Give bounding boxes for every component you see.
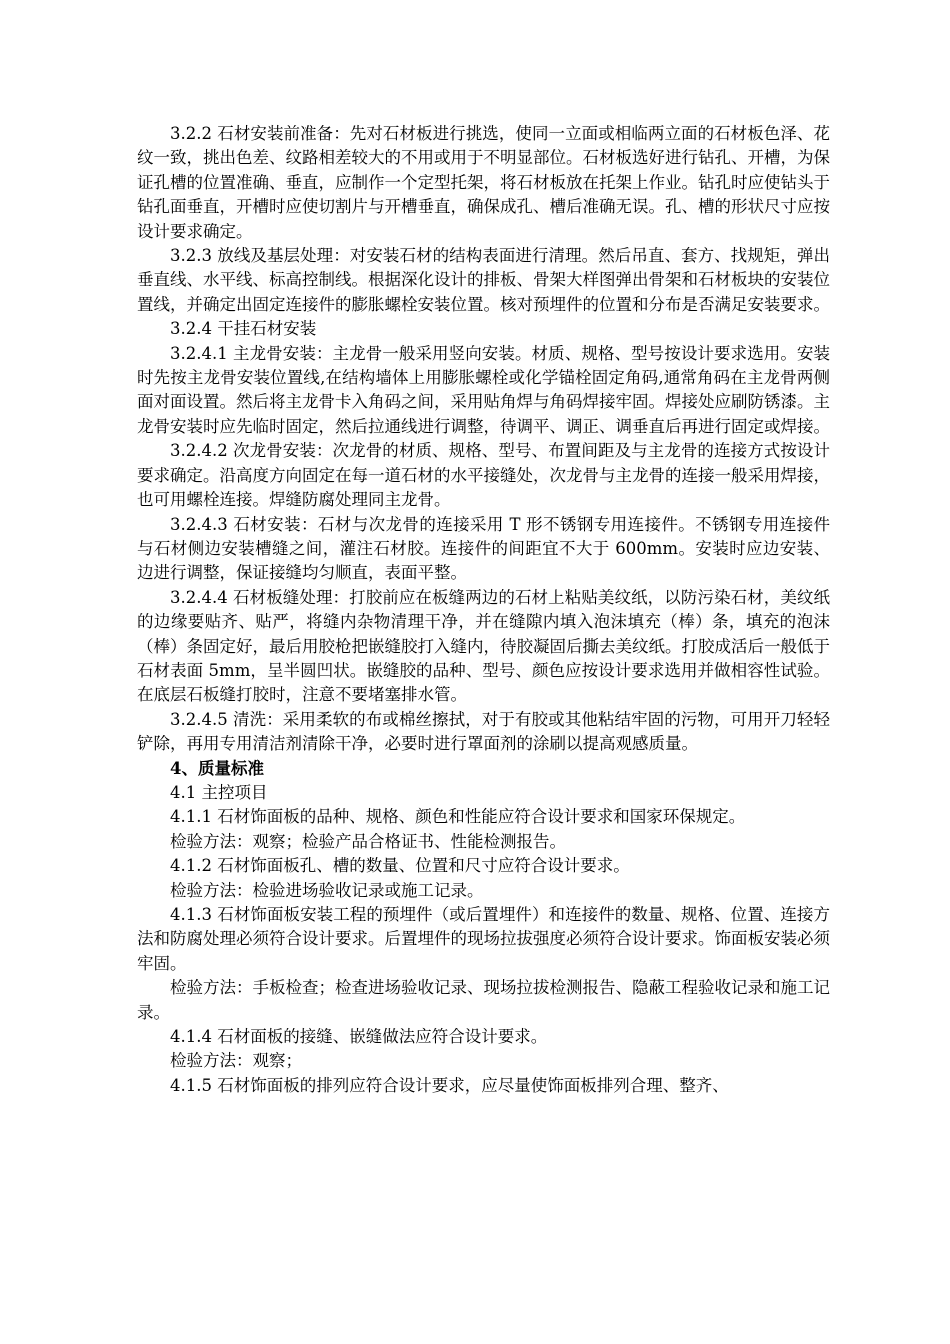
paragraph-3-2-4: 3.2.4 干挂石材安装 <box>170 319 317 339</box>
paragraph-4-1-2-method: 检验方法：检验进场验收记录或施工记录。 <box>170 880 484 900</box>
paragraph-3-2-2: 3.2.2 石材安装前准备：先对石材板进行挑选，使同一立面或相临两立面的石材板色泽、花纹一致，挑出色差、纹路相差较大的不用或用于不明显部位。石材板选好进行钻孔、开槽，为保证孔槽的位置准确、垂直，应制作一个定型托架，将石材板放在托架上作业。钻孔时应使钻头于钻孔面垂直，开槽时应使切割片与开槽垂直，确保成孔、槽后准确无误。孔、槽的形状尺寸应按设计要求确定。 <box>137 124 830 241</box>
paragraph-4-1-4-method: 检验方法：观察； <box>170 1051 302 1071</box>
paragraph-4-1-3-method: 检验方法：手板检查；检查进场验收记录、现场拉拔检测报告、隐蔽工程验收记录和施工记录。 <box>137 978 830 1022</box>
paragraph-3-2-4-1: 3.2.4.1 主龙骨安装：主龙骨一般采用竖向安装。材质、规格、型号按设计要求选用。安装时先按主龙骨安装位置线,在结构墙体上用膨胀螺栓或化学锚栓固定角码,通常角码在主龙骨两侧面对面设置。然后将主龙骨卡入角码之间，采用贴角焊与角码焊接牢固。焊接处应刷防锈漆。主龙骨安装时应先临时固定，然后拉通线进行调整，待调平、调正、调垂直后再进行固定或焊接。 <box>137 343 830 436</box>
paragraph-4-1-2: 4.1.2 石材饰面板孔、槽的数量、位置和尺寸应符合设计要求。 <box>170 856 630 876</box>
paragraph-4-1-4: 4.1.4 石材面板的接缝、嵌缝做法应符合设计要求。 <box>170 1027 548 1047</box>
paragraph-4-1-1-method: 检验方法：观察；检验产品合格证书、性能检测报告。 <box>170 831 566 851</box>
document-page <box>137 122 830 1098</box>
paragraph-3-2-4-4: 3.2.4.4 石材板缝处理：打胶前应在板缝两边的石材上粘贴美纹纸，以防污染石材，美纹纸的边缘要贴齐、贴严，将缝内杂物清理干净，并在缝隙内填入泡沫填充（棒）条，填充的泡沫（棒）条固定好，最后用胶枪把嵌缝胶打入缝内，待胶凝固后撕去美纹纸。打胶成活后一般低于石材表面 5mm，呈半圆凹状。嵌缝胶的品种、型号、颜色应按设计要求选用并做相容性试验。在底层石板缝打胶时，注意不要堵塞排水管。 <box>137 587 830 705</box>
paragraph-3-2-4-5: 3.2.4.5 清洗：采用柔软的布或棉丝擦拭，对于有胶或其他粘结牢固的污物，可用开刀轻轻铲除，再用专用清洁剂清除干净，必要时进行罩面剂的涂刷以提高观感质量。 <box>137 709 830 754</box>
paragraph-4-1-1: 4.1.1 石材饰面板的品种、规格、颜色和性能应符合设计要求和国家环保规定。 <box>170 807 746 827</box>
paragraph-3-2-4-2: 3.2.4.2 次龙骨安装：次龙骨的材质、规格、型号、布置间距及与主龙骨的连接方式按设计要求确定。沿高度方向固定在每一道石材的水平接缝处，次龙骨与主龙骨的连接一般采用焊接，也可用螺栓连接。焊缝防腐处理同主龙骨。 <box>137 441 830 510</box>
section-heading-quality-standard: 4、质量标准 <box>170 758 264 778</box>
paragraph-4-1-5: 4.1.5 石材饰面板的排列应符合设计要求，应尽量使饰面板排列合理、整齐、 <box>170 1075 729 1095</box>
paragraph-4-1-3: 4.1.3 石材饰面板安装工程的预埋件（或后置埋件）和连接件的数量、规格、位置、连接方法和防腐处理必须符合设计要求。后置埋件的现场拉拔强度必须符合设计要求。饰面板安装必须牢固。 <box>137 905 830 973</box>
paragraph-3-2-4-3: 3.2.4.3 石材安装：石材与次龙骨的连接采用 T 形不锈钢专用连接件。不锈钢专用连接件与石材侧边安装槽缝之间，灌注石材胶。连接件的间距宜不大于 600mm。安装时应边安装、边进行调整，保证接缝均匀顺直，表面平整。 <box>137 514 830 583</box>
paragraph-3-2-3: 3.2.3 放线及基层处理：对安装石材的结构表面进行清理。然后吊直、套方、找规矩，弹出垂直线、水平线、标高控制线。根据深化设计的排板、骨架大样图弹出骨架和石材板块的安装位置线，并确定出固定连接件的膨胀螺栓安装位置。核对预埋件的位置和分布是否满足安装要求。 <box>137 246 830 314</box>
paragraph-4-1: 4.1 主控项目 <box>170 782 268 802</box>
